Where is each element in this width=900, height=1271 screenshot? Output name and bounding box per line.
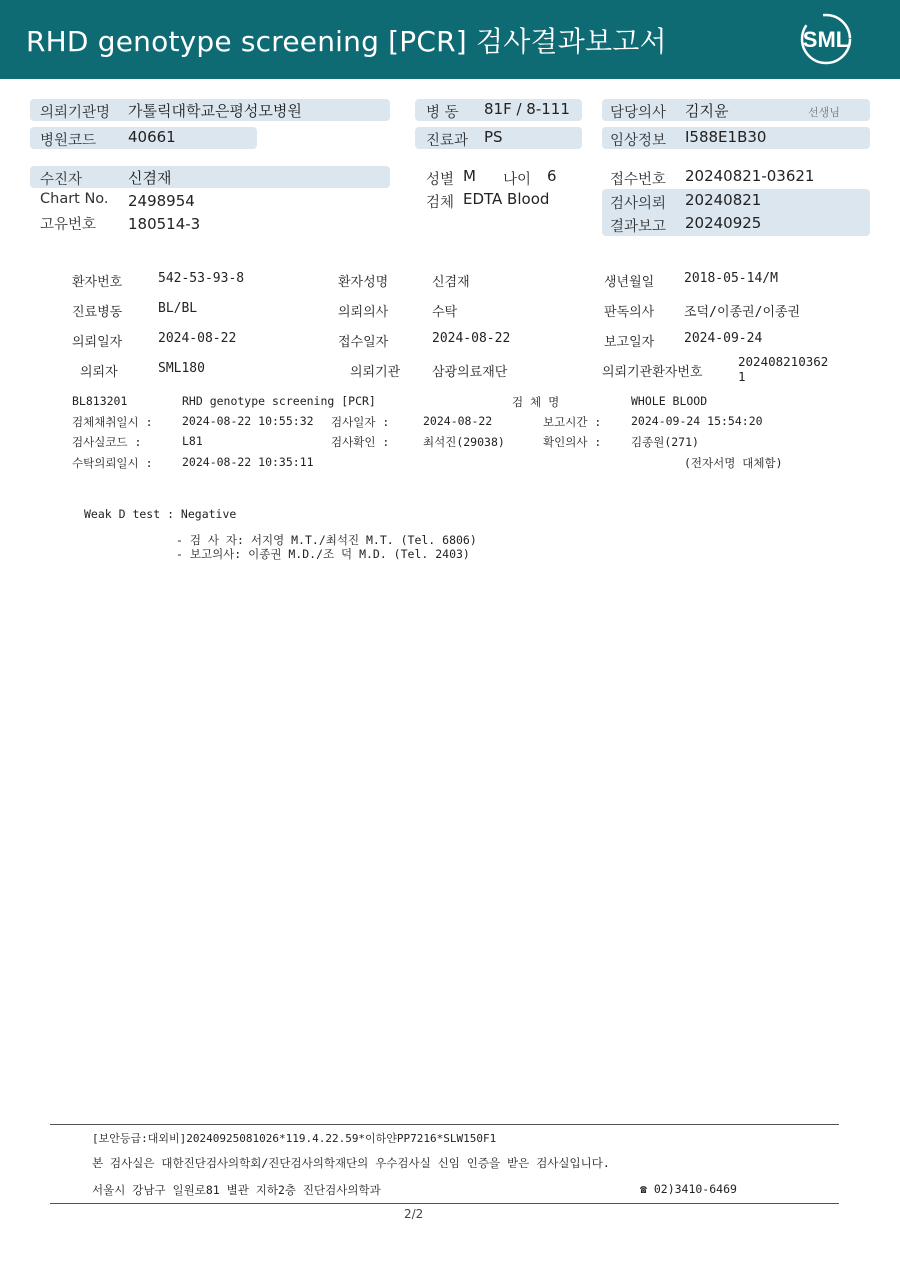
address-line: 서울시 강남구 일원로81 별관 지하2층 진단검사의학과 — [92, 1183, 381, 1197]
patient-row — [30, 166, 390, 188]
age-value: 6 — [547, 167, 557, 185]
receipt-date-label: 접수일자 — [338, 335, 389, 350]
patient-name-label: 환자성명 — [338, 275, 389, 290]
unique-value: 180514-3 — [128, 215, 201, 233]
patient-no-label: 환자번호 — [72, 275, 123, 290]
esign-note: (전자서명 대체함) — [684, 456, 783, 470]
hospital-code-value: 40661 — [128, 128, 176, 146]
collect-value: 2024-08-22 10:55:32 — [182, 414, 314, 428]
clinical-value: I588E1B30 — [685, 128, 767, 146]
ward-value: 81F / 8-111 — [484, 100, 570, 118]
org-patient-no-value: 202408210362 — [738, 354, 829, 369]
sml-logo — [796, 12, 856, 66]
footer-bottom-rule — [50, 1203, 839, 1204]
requesting-doctor-label: 의뢰의사 — [338, 305, 389, 320]
reading-doctor-label: 판독의사 — [604, 305, 655, 320]
testdate-value: 2024-08-22 — [423, 414, 493, 428]
request-time-label: 수탁의뢰일시 : — [72, 456, 153, 470]
chart-value: 2498954 — [128, 192, 195, 210]
sex-value: M — [463, 167, 476, 185]
reporttime-label: 보고시간 : — [543, 415, 602, 429]
test-code: BL813201 — [72, 394, 128, 408]
receipt-value: 20240821-03621 — [685, 167, 815, 185]
doctor-label: 담당의사 — [610, 105, 667, 121]
doctor-suffix: 선생님 — [808, 106, 840, 119]
chart-label: Chart No. — [40, 191, 109, 207]
receipt-label: 접수번호 — [610, 172, 667, 188]
certification-line: 본 검사실은 대한진단검사의학회/진단검사의학재단의 우수검사실 신임 인증을 받은 검사실입니다. — [92, 1156, 610, 1170]
doctor-value: 김지윤 — [685, 102, 729, 120]
ward-detail-label: 진료병동 — [72, 305, 123, 320]
report-header — [0, 0, 900, 79]
reading-doctor-value: 조덕/이종권/이종권 — [684, 305, 801, 320]
request-time-value: 2024-08-22 10:35:11 — [182, 455, 314, 469]
result-report-value: 20240925 — [685, 214, 762, 232]
birth-label: 생년월일 — [604, 275, 655, 290]
unique-label: 고유번호 — [40, 217, 97, 233]
test-request-value: 20240821 — [685, 191, 762, 209]
page-number: 2/2 — [404, 1207, 424, 1221]
dept-value: PS — [484, 128, 503, 146]
phone-line: ☎ 02)3410-6469 — [640, 1182, 737, 1196]
testdate-label: 검사일자 : — [331, 415, 390, 429]
request-date-value: 2024-08-22 — [158, 331, 237, 346]
specimen-value: EDTA Blood — [463, 190, 550, 208]
sex-label: 성별 — [426, 172, 455, 188]
patient-no-value: 542-53-93-8 — [158, 271, 245, 286]
reporttime-value: 2024-09-24 15:54:20 — [631, 414, 763, 428]
test-request-label: 검사의뢰 — [610, 196, 667, 212]
requester-value: SML180 — [158, 361, 205, 376]
labcode-value: L81 — [182, 434, 203, 448]
reporter-line: - 보고의사: 이종권 M.D./조 덕 M.D. (Tel. 2403) — [176, 547, 470, 561]
collect-label: 검체채취일시 : — [72, 415, 153, 429]
requester-label: 의뢰자 — [80, 365, 118, 380]
test-name: RHD genotype screening [PCR] — [182, 394, 376, 408]
report-date-value: 2024-09-24 — [684, 331, 763, 346]
patient-name-value: 신겸재 — [432, 275, 470, 290]
receipt-date-value: 2024-08-22 — [432, 331, 511, 346]
requesting-org-value: 가톨릭대학교은평성모병원 — [128, 102, 302, 120]
confirm-value: 최석진(29038) — [423, 435, 505, 449]
org-patient-no-label: 의뢰기관환자번호 — [602, 365, 703, 380]
ward-label: 병 동 — [426, 105, 459, 121]
requesting-doctor-value: 수탁 — [432, 305, 458, 320]
requesting-org-detail-value: 삼광의료재단 — [432, 365, 508, 380]
security-line: [보안등급:대외비]20240925081026*119.4.22.59*이하얀PP7216*SLW150F1 — [92, 1132, 497, 1145]
labcode-label: 검사실코드 : — [72, 435, 142, 449]
clinical-label: 임상정보 — [610, 133, 667, 149]
report-date-label: 보고일자 — [604, 335, 655, 350]
birth-value: 2018-05-14/M — [684, 271, 778, 286]
specimen-name-value: WHOLE BLOOD — [631, 394, 708, 408]
report-title: RHD genotype screening [PCR] 검사결과보고서 — [26, 25, 667, 58]
confirm-label: 검사확인 : — [331, 435, 390, 449]
patient-value: 신겸재 — [128, 169, 172, 187]
footer-top-rule — [50, 1124, 839, 1125]
age-label: 나이 — [503, 172, 532, 188]
tester-line: - 검 사 자: 서지영 M.T./최석진 M.T. (Tel. 6806) — [176, 533, 477, 547]
result-line: Weak D test : Negative — [84, 507, 237, 521]
request-date-label: 의뢰일자 — [72, 335, 123, 350]
logo-text: SML — [802, 27, 850, 52]
requesting-org-label: 의뢰기관명 — [40, 105, 111, 121]
confirm-doctor-label: 확인의사 : — [543, 435, 602, 449]
ward-detail-value: BL/BL — [158, 301, 198, 316]
requesting-org-detail-label: 의뢰기관 — [350, 365, 401, 380]
specimen-name-label: 검 체 명 — [512, 395, 560, 409]
patient-label: 수진자 — [40, 172, 83, 188]
result-report-label: 결과보고 — [610, 219, 667, 235]
dept-label: 진료과 — [426, 133, 469, 149]
org-patient-no-value-cont: 1 — [738, 369, 746, 384]
confirm-doctor-value: 김종원(271) — [631, 435, 699, 449]
specimen-label: 검체 — [426, 195, 455, 211]
hospital-code-label: 병원코드 — [40, 133, 97, 149]
